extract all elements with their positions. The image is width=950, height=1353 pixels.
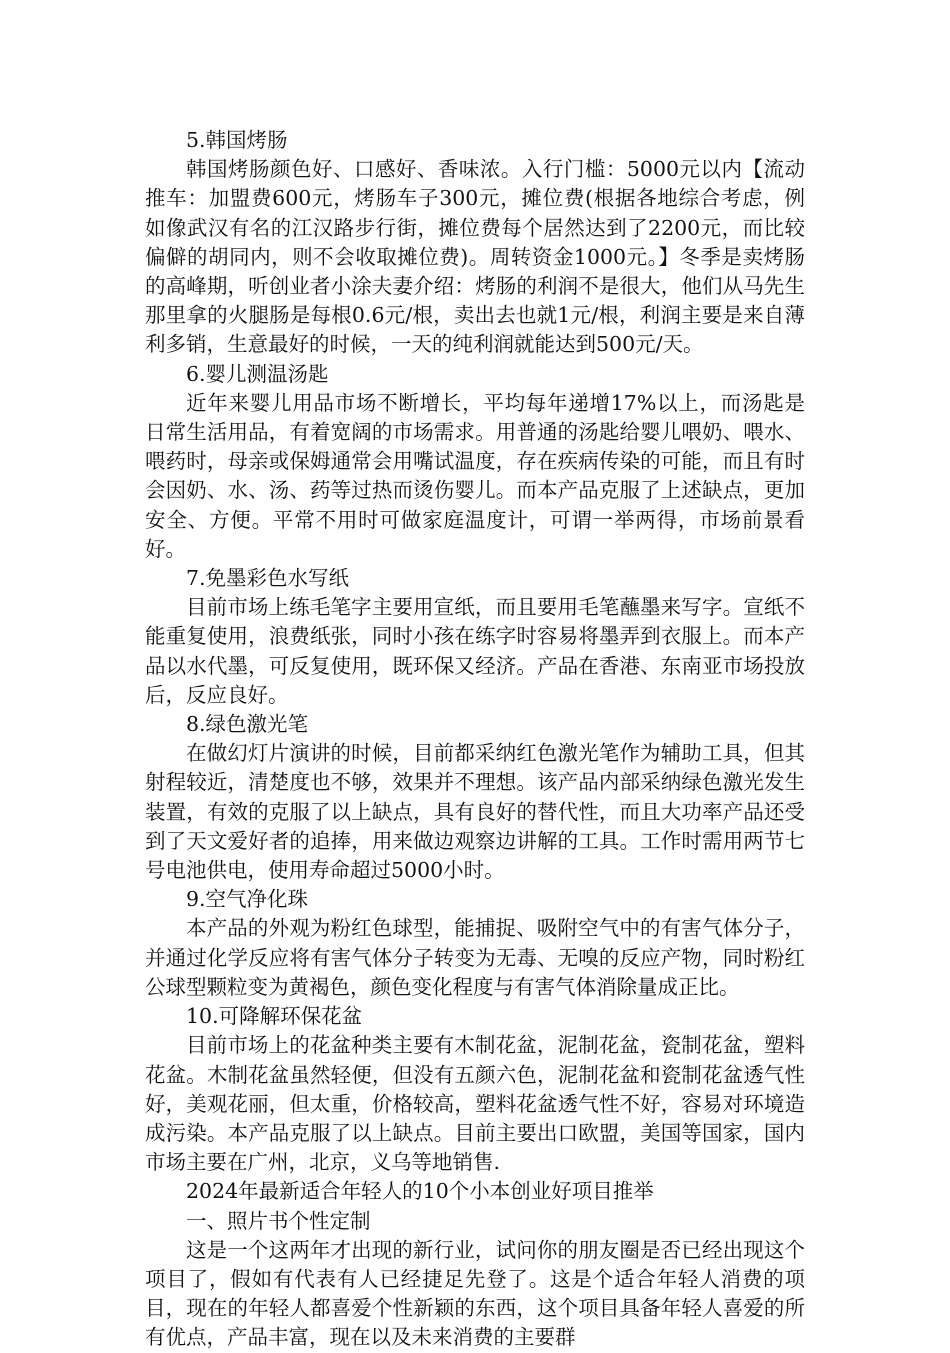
document-page (145, 126, 805, 1353)
section-body-air-beads: 本产品的外观为粉红色球型，能捕捉、吸附空气中的有害气体分子，并通过化学反应将有害气体分子转变为无毒、无嗅的反应产物，同时粉红公球型颗粒变为黄褐色，颜色变化程度与有害气体消除量成正比。 (145, 916, 805, 999)
section-body-baby-spoon: 近年来婴儿用品市场不断增长，平均每年递增17%以上，而汤匙是日常生活用品，有着宽阔的市场需求。用普通的汤匙给婴儿喂奶、喂水、喂药时，母亲或保姆通常会用嘴试温度，存在疾病传染的可能，而且有时会因奶、水、汤、药等过热而烫伤婴儿。而本产品克服了上述缺点，更加安全、方便。平常不用时可做家庭温度计，可谓一举两得，市场前景看好。 (145, 390, 805, 561)
section-heading-air-beads: 9.空气净化珠 (186, 887, 309, 912)
section-body-photo-book: 这是一个这两年才出现的新行业，试问你的朋友圈是否已经出现这个项目了，假如有代表有人已经捷足先登了。这是个适合年轻人消费的项目，现在的年轻人都喜爱个性新颖的东西，这个项目具备年轻人喜爱的所有优点，产品丰富，现在以及未来消费的主要群 (145, 1237, 805, 1350)
section-body-flowerpot: 目前市场上的花盆种类主要有木制花盆，泥制花盆，瓷制花盆，塑料花盆。木制花盆虽然轻便，但没有五颜六色，泥制花盆和瓷制花盆透气性好，美观花丽，但太重，价格较高，塑料花盆透气性不好，容易对环境造成污染。本产品克服了以上缺点。目前主要出口欧盟，美国等国家，国内市场主要在广州，北京，义乌等地销售. (145, 1033, 805, 1175)
section-body-water-paper: 目前市场上练毛笔字主要用宣纸，而且要用毛笔蘸墨来写字。宣纸不能重复使用，浪费纸张，同时小孩在练字时容易将墨弄到衣服上。而本产品以水代墨，可反复使用，既环保又经济。产品在香港、东南亚市场投放后，反应良好。 (145, 595, 805, 707)
article-title-2024: 2024年最新适合年轻人的10个小本创业好项目推举 (186, 1179, 654, 1204)
section-heading-green-laser: 8.绿色激光笔 (186, 712, 309, 737)
section-heading-korean-sausage: 5.韩国烤肠 (186, 128, 288, 152)
section-heading-photo-book: 一、照片书个性定制 (186, 1208, 371, 1233)
section-heading-flowerpot: 10.可降解环保花盆 (186, 1004, 363, 1029)
section-heading-baby-spoon: 6.婴儿测温汤匙 (186, 361, 329, 386)
section-body-korean-sausage: 韩国烤肠颜色好、口感好、香味浓。入行门槛：5000元以内【流动推车：加盟费600元，烤肠车子300元，摊位费(根据各地综合考虑，例如像武汉有名的江汉路步行街，摊位费每个居然达到了2200元，而比较偏僻的胡同内，则不会收取摊位费)。周转资金1000元。】冬季是卖烤肠的高峰期，听创业者小涂夫妻介绍：烤肠的利润不是很大，他们从马先生那里拿的火腿肠是每根0.6元/根，卖出去也就1元/根，利润主要是来自薄利多销，生意最好的时候，一天的纯利润就能达到500元/天。 (145, 157, 805, 357)
section-body-green-laser: 在做幻灯片演讲的时候，目前都采纳红色激光笔作为辅助工具，但其射程较近，清楚度也不够，效果并不理想。该产品内部采纳绿色激光发生装置，有效的克服了以上缺点，具有良好的替代性，而且大功率产品还受到了天文爱好者的追捧，用来做边观察边讲解的工具。工作时需用两节七号电池供电，使用寿命超过5000小时。 (145, 741, 805, 883)
section-heading-water-paper: 7.免墨彩色水写纸 (186, 566, 350, 591)
